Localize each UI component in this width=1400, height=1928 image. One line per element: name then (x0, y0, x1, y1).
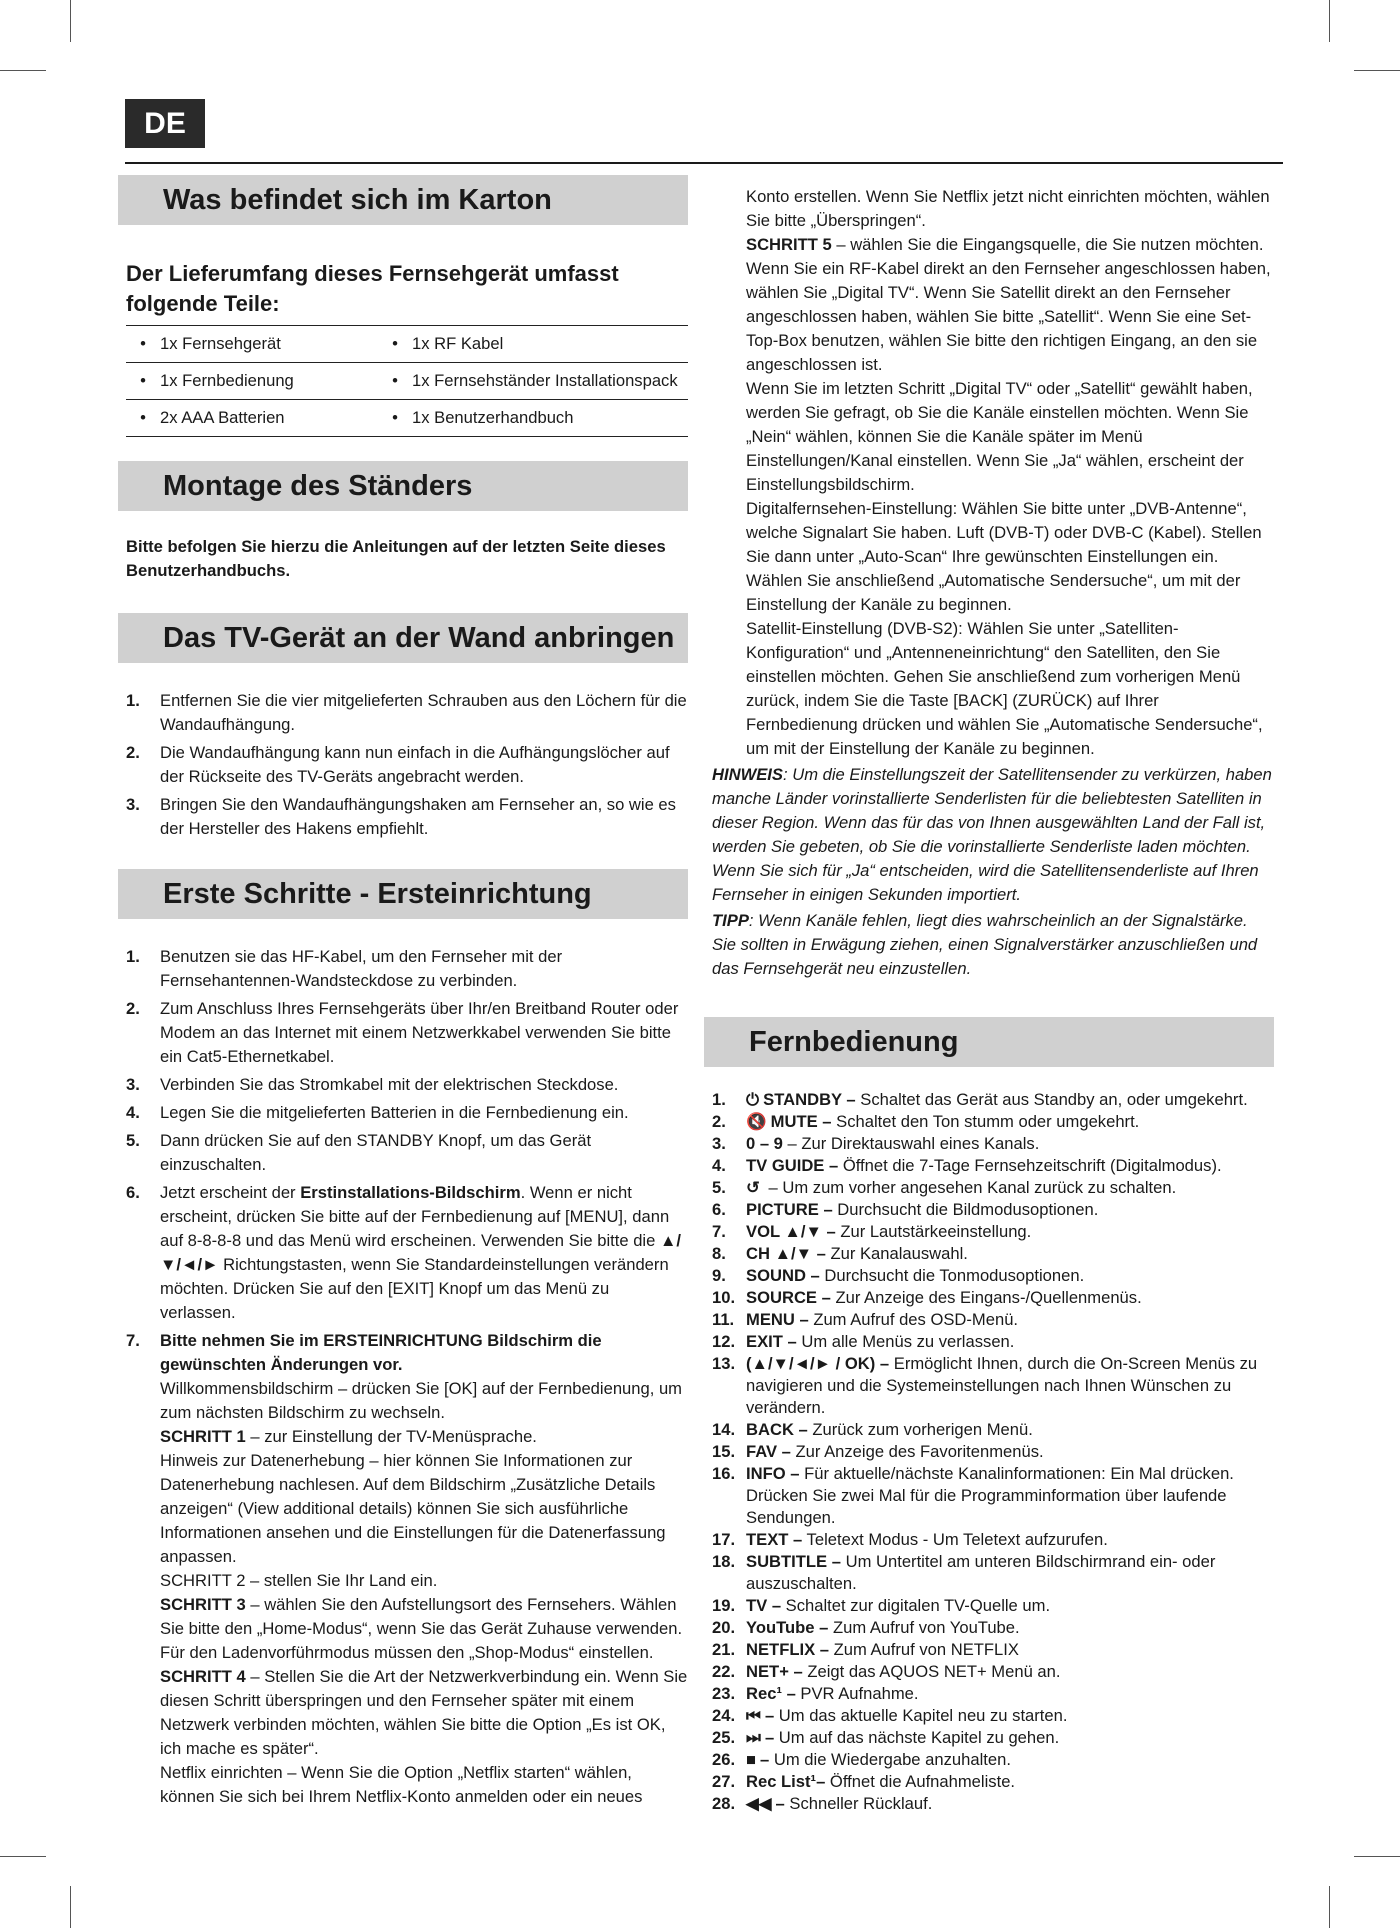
mute-icon: 🔇 (746, 1112, 767, 1131)
remote-key-description: Um alle Menüs zu verlassen. (796, 1332, 1015, 1351)
remote-item (712, 1353, 1274, 1419)
remote-item-number: 21. (712, 1640, 736, 1659)
remote-item (712, 1551, 1274, 1595)
remote-item-number: 2. (712, 1112, 726, 1131)
remote-key-description: Durchsucht die Tonmodusoptionen. (819, 1266, 1085, 1285)
remote-item-number: 15. (712, 1442, 736, 1461)
remote-item (712, 1265, 1274, 1287)
remote-key-label: YouTube – (746, 1618, 829, 1637)
stop-icon: ■ (746, 1750, 757, 1769)
first-steps-list (126, 945, 688, 1809)
remote-item (712, 1749, 1274, 1771)
remote-item (712, 1419, 1274, 1441)
remote-item (712, 1243, 1274, 1265)
list-item: 5. Dann drücken Sie auf den STANDBY Knopf, um das Gerät einzuschalten. (126, 1131, 592, 1174)
box-contents-subtitle: Der Lieferumfang dieses Fernsehgerät umfasst folgende Teile: (126, 261, 619, 316)
remote-key-description: Um Untertitel am unteren Bildschirmrand ein- oder auszuschalten. (746, 1552, 1216, 1593)
list-item: 3. Bringen Sie den Wandaufhängungshaken am Fernseher an, so wie es der Hersteller des Hakens empfiehlt. (126, 795, 676, 838)
crop-mark (1329, 0, 1330, 42)
table-cell: • 1x Benutzerhandbuch (378, 400, 688, 437)
remote-key-label: MENU – (746, 1310, 809, 1329)
table-cell: • 2x AAA Batterien (126, 400, 378, 437)
remote-item-number: 22. (712, 1662, 736, 1681)
remote-item-number: 23. (712, 1684, 736, 1703)
rewind-icon: ◀◀ (746, 1794, 772, 1813)
remote-key-label: PICTURE – (746, 1200, 833, 1219)
remote-key-description: Zur Lautstärkeeinstellung. (835, 1222, 1032, 1241)
remote-key-description: – Um zum vorher angesehen Kanal zurück zu schalten. (763, 1178, 1177, 1197)
remote-key-label: – (764, 1706, 775, 1725)
remote-key-description: Zum Aufruf von NETFLIX (828, 1640, 1019, 1659)
remote-item (712, 1177, 1274, 1199)
language-badge: DE (125, 99, 205, 148)
remote-key-description: PVR Aufnahme. (795, 1684, 919, 1703)
remote-item-number: 14. (712, 1420, 736, 1439)
remote-key-description: Schaltet das Gerät aus Standby an, oder umgekehrt. (855, 1090, 1248, 1109)
crop-mark (70, 0, 71, 42)
table-cell: • 1x Fernsehgerät (126, 326, 378, 363)
remote-item (712, 1309, 1274, 1331)
remote-key-description: Um auf das nächste Kapitel zu gehen. (774, 1728, 1060, 1747)
remote-item (712, 1639, 1274, 1661)
remote-key-description: Ermöglicht Ihnen, durch die On-Screen Menüs zu navigieren und die Systemeinstellungen nach Ihnen Wünschen zu verändern. (746, 1354, 1258, 1417)
remote-key-label: STANDBY – (763, 1090, 856, 1109)
remote-item-number: 18. (712, 1552, 736, 1571)
remote-item (712, 1133, 1274, 1155)
remote-item-number: 20. (712, 1618, 736, 1637)
remote-key-label: TV – (746, 1596, 782, 1615)
remote-key-description: Zur Anzeige des Eingans-/Quellenmenüs. (830, 1288, 1142, 1307)
box-contents-table (126, 325, 688, 437)
remote-item-number: 12. (712, 1332, 736, 1351)
crop-mark (0, 70, 46, 71)
remote-item-number: 8. (712, 1244, 726, 1263)
remote-item-number: 28. (712, 1794, 736, 1813)
list-item: 1. Entfernen Sie die vier mitgelieferten Schrauben aus den Löchern für die Wandaufhängung. (126, 691, 687, 734)
crop-mark (1354, 70, 1400, 71)
remote-item-number: 13. (712, 1354, 736, 1373)
remote-key-label: EXIT – (746, 1332, 797, 1351)
remote-item-number: 6. (712, 1200, 726, 1219)
table-cell: • 1x Fernsehständer Installationspack (378, 363, 688, 400)
remote-key-label: Rec List¹– (746, 1772, 826, 1791)
crop-mark (70, 1886, 71, 1928)
remote-key-label: FAV – (746, 1442, 791, 1461)
remote-item (712, 1683, 1274, 1705)
remote-item (712, 1199, 1274, 1221)
header-rule (125, 162, 1283, 164)
remote-item-number: 7. (712, 1222, 726, 1241)
list-item: 6. Jetzt erscheint der Erstinstallations-Bildschirm. Wenn er nicht erscheint, drücken Sie bitte auf der Fernbedienung auf [MENU], dann auf 8-8-8-8 und das Menü wird erscheinen. Verwenden Sie bitte die ▲/▼/◄/► Richtungstasten, wenn Sie Standardeinstellungen verändern möchten. Drücken Sie auf den [EXIT] Knopf um das Menü zu verlassen. (126, 1183, 682, 1322)
remote-item (712, 1793, 1274, 1815)
remote-key-description: Durchsucht die Bildmodusoptionen. (832, 1200, 1099, 1219)
remote-key-label: SUBTITLE – (746, 1552, 841, 1571)
remote-item-number: 4. (712, 1156, 726, 1175)
list-item: 2. Zum Anschluss Ihres Fernsehgeräts über Ihr/en Breitband Router oder Modem an das Internet mit einem Netzwerkkabel verwenden Sie bitte ein Cat5-Ethernetkabel. (126, 999, 679, 1066)
remote-key-description: Zum Aufruf des OSD-Menü. (808, 1310, 1019, 1329)
remote-item-number: 10. (712, 1288, 736, 1307)
remote-key-label: (▲/▼/◄/► / OK) – (746, 1354, 890, 1373)
remote-key-description: Um die Wiedergabe anzuhalten. (769, 1750, 1011, 1769)
remote-key-label: 0 – 9 (746, 1134, 783, 1153)
remote-key-label: INFO – (746, 1464, 800, 1483)
list-item: 1. Benutzen sie das HF-Kabel, um den Fernseher mit der Fernsehantennen-Wandsteckdose zu verbinden. (126, 947, 563, 990)
remote-key-label: BACK – (746, 1420, 808, 1439)
remote-key-description: Um das aktuelle Kapitel neu zu starten. (774, 1706, 1068, 1725)
remote-item (712, 1331, 1274, 1353)
remote-key-description: Schaltet den Ton stumm oder umgekehrt. (831, 1112, 1140, 1131)
remote-item (712, 1441, 1274, 1463)
left-column (118, 175, 688, 1813)
remote-key-description: Zeigt das AQUOS NET+ Menü an. (802, 1662, 1061, 1681)
remote-item-number: 5. (712, 1178, 726, 1197)
remote-item-number: 1. (712, 1090, 726, 1109)
remote-key-description: Zum Aufruf von YouTube. (828, 1618, 1020, 1637)
recall-icon: ↺ (746, 1178, 760, 1197)
table-cell: • 1x Fernbedienung (126, 363, 378, 400)
remote-item-number: 27. (712, 1772, 736, 1791)
remote-key-description: Schneller Rücklauf. (784, 1794, 933, 1813)
remote-item (712, 1287, 1274, 1309)
remote-item (712, 1221, 1274, 1243)
table-row (126, 363, 688, 400)
remote-item (712, 1661, 1274, 1683)
setup-continued: Konto erstellen. Wenn Sie Netflix jetzt nicht einrichten möchten, wählen Sie bitte „Überspringen“. SCHRITT 5 – wählen Sie die Eingangsquelle, die Sie nutzen möchten. Wenn Sie ein RF-Kabel direkt an den Fernseher angeschlossen haben, wählen Sie „Digital TV“. Wenn Sie Satellit direkt an den Fernseher angeschlossen haben, wählen Sie bitte „Satellit“. Wenn Sie eine Set-Top-Box benutzen, wählen Sie bitte den richtigen Eingang, an den sie angeschlossen ist. Wenn Sie im letzten Schritt „Digital TV“ oder „Satellit“ gewählt haben, werden Sie gefragt, ob Sie die Kanäle einstellen möchten. Wenn Sie „Nein“ wählen, können Sie die Kanäle später im Menü Einstellungen/Kanal einstellen. Wenn Sie „Ja“ wählen, erscheint der Einstellungsbildschirm. Digitalfernsehen-Einstellung: Wählen Sie bitte unter „DVB-Antenne“, welche Signalart Sie haben. Luft (DVB-T) oder DVB-C (Kabel). Stellen Sie dann unter „Auto-Scan“ Ihre gewünschten Einstellungen ein. Wählen Sie anschließend „Automatische Sendersuche“, um mit der Einstellung der Kanäle zu beginnen. Satellit-Einstellung (DVB-S2): Wählen Sie unter „Satelliten-Konfiguration“ und „Antenneneinrichtung“ den Satelliten, den Sie einstellen möchten. Gehen Sie anschließend zum vorherigen Menü zurück, indem Sie die Taste [BACK] (ZURÜCK) auf Ihrer Fernbedienung drücken und wählen Sie „Automatische Sendersuche“, um mit der Einstellung der Kanäle zu beginnen. (746, 187, 1271, 758)
remote-item (712, 1155, 1274, 1177)
remote-item (712, 1727, 1274, 1749)
remote-item-number: 11. (712, 1310, 735, 1329)
remote-key-description: Schaltet zur digitalen TV-Quelle um. (781, 1596, 1051, 1615)
section-title-wall-mount: Das TV-Gerät an der Wand anbringen (118, 613, 688, 663)
remote-item (712, 1595, 1274, 1617)
remote-key-label: SOURCE – (746, 1288, 831, 1307)
remote-item (712, 1111, 1274, 1133)
remote-item-number: 24. (712, 1706, 736, 1725)
right-column (704, 185, 1274, 1815)
crop-mark (1329, 1886, 1330, 1928)
remote-key-label: NET+ – (746, 1662, 803, 1681)
list-item: 4. Legen Sie die mitgelieferten Batterien in die Fernbedienung ein. (126, 1103, 629, 1122)
remote-key-label: – (775, 1794, 785, 1813)
remote-item (712, 1089, 1274, 1111)
crop-mark (0, 1856, 46, 1857)
remote-key-label: SOUND – (746, 1266, 820, 1285)
remote-item (712, 1529, 1274, 1551)
remote-item (712, 1617, 1274, 1639)
skip-forward-icon: ⏭ (746, 1728, 761, 1747)
table-row (126, 400, 688, 437)
remote-item-number: 9. (712, 1266, 726, 1285)
remote-key-label: MUTE – (770, 1112, 832, 1131)
remote-item-number: 26. (712, 1750, 736, 1769)
remote-key-label: Rec¹ – (746, 1684, 796, 1703)
remote-key-label: NETFLIX – (746, 1640, 829, 1659)
remote-item-number: 3. (712, 1134, 726, 1153)
table-cell: • 1x RF Kabel (378, 326, 688, 363)
remote-key-label: CH ▲/▼ – (746, 1244, 826, 1263)
tip-block: TIPP: Wenn Kanäle fehlen, liegt dies wahrscheinlich an der Signalstärke. Sie sollten in Erwägung ziehen, einen Signalverstärker anzuschließen und das Fernsehgerät neu einzustellen. (712, 911, 1258, 978)
remote-key-description: Für aktuelle/nächste Kanalinformationen: Ein Mal drücken. Drücken Sie zwei Mal für die Programminformation über laufende Sendungen. (746, 1464, 1234, 1527)
note-block: HINWEIS: Um die Einstellungszeit der Satellitensender zu verkürzen, haben manche Länder vorinstallierte Senderlisten für die beliebtesten Satelliten in dieser Region. Wenn das für das von Ihnen ausgewählten Land der Fall ist, werden Sie gebeten, ob Sie die vorinstallierte Senderliste laden möchten. Wenn Sie sich für „Ja“ entscheiden, wird die Satellitensenderliste auf Ihren Fernseher in einigen Sekunden importiert. (712, 765, 1272, 904)
remote-item (712, 1771, 1274, 1793)
remote-item-number: 25. (712, 1728, 736, 1747)
list-item: 3. Verbinden Sie das Stromkabel mit der elektrischen Steckdose. (126, 1075, 619, 1094)
remote-key-label: VOL ▲/▼ – (746, 1222, 836, 1241)
remote-key-description: Teletext Modus - Um Teletext aufzurufen. (802, 1530, 1108, 1549)
remote-key-description: Zurück zum vorherigen Menü. (807, 1420, 1033, 1439)
list-item: 7. Bitte nehmen Sie im ERSTEINRICHTUNG Bildschirm die gewünschten Änderungen vor. Willkommensbildschirm – drücken Sie [OK] auf der Fernbedienung, um zum nächsten Bildschirm zu wechseln. SCHRITT 1 – zur Einstellung der TV-Menüsprache. Hinweis zur Datenerhebung – hier können Sie Informationen zur Datenerhebung nachlesen. Auf dem Bildschirm „Zusätzliche Details anzeigen“ (View additional details) können Sie sich ausführliche Informationen ansehen und die Einstellungen für die Datenerfassung anpassen. SCHRITT 2 – stellen Sie Ihr Land ein. SCHRITT 3 – wählen Sie den Aufstellungsort des Fernsehers. Wählen Sie bitte den „Home-Modus“, wenn Sie das Gerät Zuhause verwenden. Für den Ladenvorführmodus müssen den „Shop-Modus“ einstellen. SCHRITT 4 – Stellen Sie die Art der Netzwerkverbindung ein. Wenn Sie diesen Schritt überspringen und den Fernseher später mit einem Netzwerk verbinden möchten, wählen Sie bitte die Option „Es ist OK, ich mache es später“. Netflix einrichten – Wenn Sie die Option „Netflix starten“ wählen, können Sie sich bei Ihrem Netflix-Konto anmelden oder ein neues (126, 1331, 688, 1806)
remote-key-description: Öffnet die Aufnahmeliste. (825, 1772, 1016, 1791)
remote-item (712, 1463, 1274, 1529)
skip-back-icon: ⏮ (746, 1706, 761, 1725)
remote-key-label: – (764, 1728, 775, 1747)
list-item: 2. Die Wandaufhängung kann nun einfach in die Aufhängungslöcher auf der Rückseite des TV-Geräts angebracht werden. (126, 743, 670, 786)
remote-item-number: 17. (712, 1530, 736, 1549)
remote-key-description: Zur Anzeige des Favoritenmenüs. (790, 1442, 1044, 1461)
crop-mark (1354, 1856, 1400, 1857)
table-row (126, 326, 688, 363)
remote-key-description: – Zur Direktauswahl eines Kanals. (782, 1134, 1040, 1153)
remote-key-label: TV GUIDE – (746, 1156, 839, 1175)
stand-instructions: Bitte befolgen Sie hierzu die Anleitungen auf der letzten Seite dieses Benutzerhandbuchs. (126, 537, 666, 580)
section-title-box-contents: Was befindet sich im Karton (118, 175, 688, 225)
remote-item-number: 19. (712, 1596, 736, 1615)
remote-key-description: Zur Kanalauswahl. (825, 1244, 968, 1263)
remote-key-label: – (760, 1750, 770, 1769)
remote-key-label: TEXT – (746, 1530, 803, 1549)
section-title-stand: Montage des Ständers (118, 461, 688, 511)
remote-key-description: Öffnet die 7-Tage Fernsehzeitschrift (Digitalmodus). (838, 1156, 1222, 1175)
section-title-remote: Fernbedienung (704, 1017, 1274, 1067)
wall-mount-steps (126, 689, 688, 841)
section-title-first-steps: Erste Schritte - Ersteinrichtung (118, 869, 688, 919)
remote-item-number: 16. (712, 1464, 736, 1483)
remote-item (712, 1705, 1274, 1727)
remote-buttons-list (712, 1089, 1274, 1815)
power-icon: ⏻ (746, 1090, 760, 1109)
